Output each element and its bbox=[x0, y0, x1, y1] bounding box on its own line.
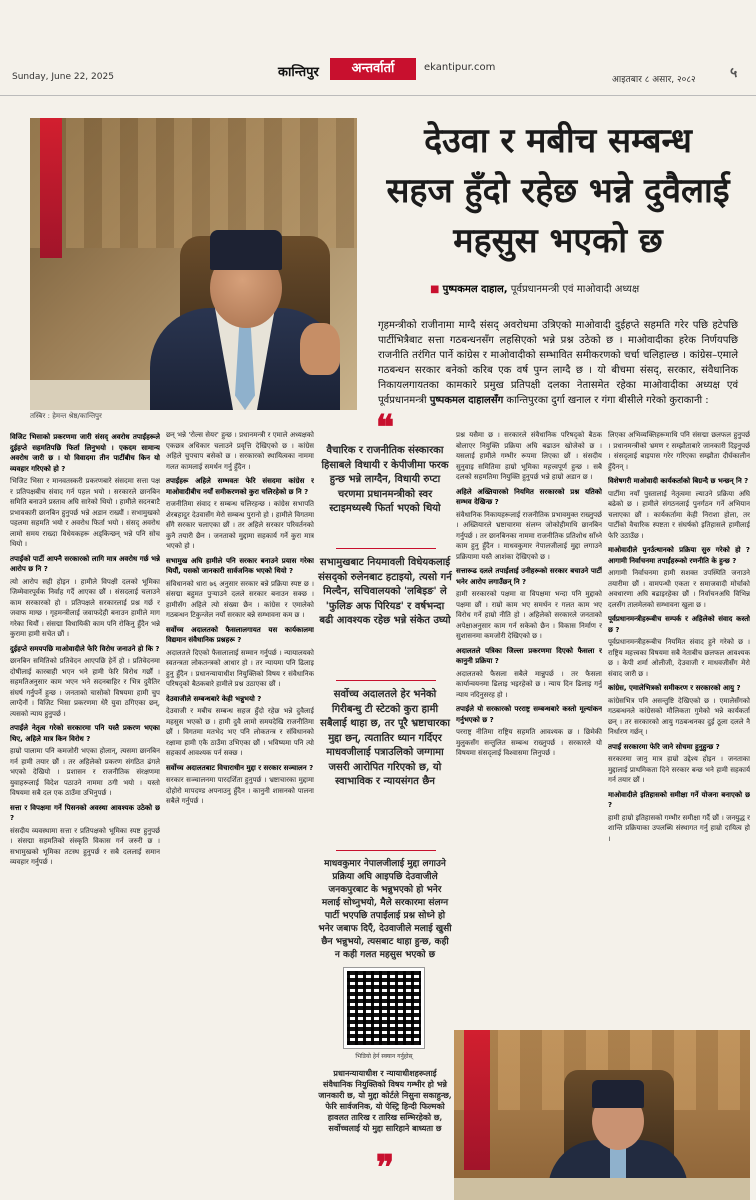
interview-question: कांग्रेस, एमालेभित्रको समीकरण र सरकारको आयु ? bbox=[608, 684, 741, 692]
interview-question: सभामुख अघि हामीले पनि सरकार बनाउने प्रयास गरेका थियौं, यसको जानकारी सार्वजनिक भएको थियो ? bbox=[166, 556, 314, 575]
pull-quote-4: माधवकुमार नेपालजीलाई मुद्दा लगाउने प्रक्रिया अघि आइपछि देउवाजीले जनकपुरबाट के भन्नुभएको हो भनेर मलाई सोध्नुभयो, मैले सरकारमा संलग्न पार्टी भएपछि तपाईंलाई प्रश्न सोध्ने हो भनेर जबाफ दिएँ, देउवाजीले मलाई खुसी छैन भन्नुभयो, त्यसबाट थाहा हुन्छ, कही न कही गलत महसुस भएको छ bbox=[318, 859, 452, 960]
interview-answer: सरकार सञ्चालनमा पारदर्शिता हुनुपर्छ । भ्रष्टाचारका मुद्दामा दोहोरो मापदण्ड अपनाउनु हुँदैन । कानुनी शासनको पालना सबैले गर्नुपर्छ । bbox=[166, 776, 314, 805]
interview-answer: प्रश्न यसैमा छ । सरकारले संवैधानिक परिषद्को बैठक बोलाएर नियुक्ति प्रक्रिया अघि बढाउन खोजेको छ । यसलाई हामीले गम्भीर रूपमा लिएका छौं । संसदीय सुनुवाइ समितिमा हाम्रो भूमिका महत्त्वपूर्ण हुन्छ । सबै दलको सहमतिमा नियुक्ति हुनुपर्छ भन्ने हाम्रो अडान छ । bbox=[456, 431, 602, 481]
pull-quote-5: प्रधानन्यायाधीश र न्यायाधीशहरूलाई संवैधानिक नियुक्तिको विषय गम्भीर हो भन्ने जानकारी छ, यो मुद्दा कोर्टले निसुना सकाहुन्छ, फेरि सार्वजनिक, यो पेस्ट्रि हिन्दी फिल्मको हावलत तारिख र तारिख सम्भिरहेको छ, सर्वोच्चलाई यो मुद्दा सारिहाने बाध्यता छ bbox=[318, 1068, 452, 1133]
byline-name: पुष्पकमल दाहाल, bbox=[442, 284, 508, 295]
interview-answer: कांग्रेसभित्र पनि असन्तुष्टि देखिएको छ । एमालेसँगको गठबन्धनले कांग्रेसको मौलिकता गुमेको भन्ने कार्यकर्ता छन् । तर सरकारको आयु गठबन्धनका दुई ठूला दलले नै निर्धारण गर्छन् । bbox=[608, 696, 750, 736]
page-header bbox=[0, 0, 756, 96]
page-number: ५ bbox=[730, 65, 738, 81]
quote-divider bbox=[336, 680, 436, 681]
interview-answer: आगामी निर्वाचनमा हामी सशक्त उपस्थिति जनाउने तयारीमा छौं । वामपन्थी एकता र समाजवादी मोर्चाको अवधारणा अघि बढाइरहेका छौं । निर्वाचनअघि विभिन्न दलसँग तालमेलको सम्भावना खुला छ । bbox=[608, 569, 750, 609]
interview-question: विशेषगरी माओवादी कार्यकर्ताको बिग्रन्दै छ भन्छन् नि ? bbox=[608, 477, 749, 485]
intro-text: गृहमन्त्रीको राजीनामा माग्दै संसद् अवरोधमा उत्रिएको माओवादी दुईहप्ते सहमति गरेर पछि हटेपछि पार्टीभित्रैबाट सत्ता गठबन्धनसँग लहसिएको भन्ने प्रश्न उठेको छ । माओवादीका हरेक निर्णयपछि राजनीति तरंगित पार्ने कांग्रेस र माओवादीको सम्भावित समीकरणको चर्चा चलिहाल्छ । कांग्रेस–एमाले गठबन्धन सरकार बनेको करिब एक वर्ष पुग्न लाग्दै छ । यो बीचमा संसद्, सरकार, संवैधानिक निकायलगायतका कामकारे प्रमुख प्रतिपक्षी दलका नेतासमेत रहेका माओवादीका अध्यक्ष एवं पूर्वप्रधानमन्त्री bbox=[378, 320, 738, 406]
pull-quote-2: सभामुखबाट नियमावली विधेयकलाई संसद्को रुलेनबाट हटाइयो, त्यसो गर्न मिल्दैन, सचिवालयको 'लबिइङ' ले 'फुलिङ अफ पिरियड' र वर्षभन्दा बढी आवश्यक रहेछ भन्ने संकेत उघ्यो bbox=[318, 557, 452, 626]
interview-question: तपाईंहरू अहिले सम्भवतः फेरि संसदमा कांग्रेस र माओवादीबीच नयाँ समीकरणको कुरा चलिरहेको छ नि ? bbox=[166, 477, 314, 496]
interview-answer: पूर्वप्रधानमन्त्रीहरूबीच नियमित संवाद हुने गरेको छ । राष्ट्रिय महत्त्वका विषयमा सबै नेताबीच छलफल आवश्यक छ । केपी शर्मा ओलीजी, देउवाजी र माधवजीसँग मेरो संवाद जारी छ । bbox=[608, 638, 750, 678]
interview-answer: देउवाजी र मबीच सम्बन्ध सहज हुँदो रहेछ भन्ने दुवैलाई महसुस भएको छ । हामी दुवै लामो समयदेखि राजनीतिमा छौं । विगतमा मतभेद भए पनि लोकतन्त्र र संविधानको रक्षामा हामी एकै ठाउँमा उभिएका छौं । भविष्यमा पनि त्यो सहकार्य आवश्यक पर्न सक्छ । bbox=[166, 707, 314, 757]
interview-answer: लिएका अभिव्यक्तिहरूमाथि पनि संसद्मा छलफल हुनुपर्छ । प्रधानमन्त्रीको भ्रमण र सम्झौताबारे जानकारी दिइनुपर्छ । संसद्लाई बाइपास गरेर गरिएका सम्झौता दीर्घकालीन हुँदैनन् । bbox=[608, 431, 750, 471]
interview-answer: हामी हाम्रो इतिहासको गम्भीर समीक्षा गर्दै छौं । जनयुद्ध र शान्ति प्रक्रियाका उपलब्धि संस्थागत गर्नु हाम्रो दायित्व हो । bbox=[608, 813, 750, 843]
interview-answer: त्यो आरोप सही होइन । हामीले विपक्षी दलको भूमिका जिम्मेवारपूर्वक निर्वाह गर्दै आएका छौं । संसदलाई चलाउने काम सरकारको हो । प्रतिपक्षले सरकारलाई प्रश्न गर्छ र जवाफ माग्छ । गृहमन्त्रीलाई जवाफदेही बनाउन हामीले माग गरेका थियौं । संसद्मा विधायिकी काम पनि रोकिनु हुँदैन भन्ने कुरामा हामी सचेत छौं । bbox=[10, 577, 160, 638]
video-qr-code[interactable] bbox=[344, 968, 424, 1048]
quote-divider bbox=[336, 850, 436, 851]
interview-answer: परराष्ट्र नीतिमा राष्ट्रिय सहमति आवश्यक छ । छिमेकी मुलुकसँग सन्तुलित सम्बन्ध राख्नुपर्छ । सरकारले यो विषयमा संसद्लाई विश्वासमा लिनुपर्छ । bbox=[456, 728, 602, 757]
header-site[interactable]: ekantipur.com bbox=[424, 62, 496, 73]
interview-question: अदालतले पत्रिका जिल्ला प्रकरणमा दिएको फैसला र कानुनी प्रक्रिया ? bbox=[456, 646, 602, 665]
interview-answer: संसदीय व्यवस्थामा सत्ता र प्रतिपक्षको भूमिका स्पष्ट हुनुपर्छ । संसद्मा सहमतिको संस्कृति विकास गर्न जरुरी छ । सभामुखको भूमिका तटस्थ हुनुपर्छ र सबै दललाई समान व्यवहार गर्नुपर्छ । bbox=[10, 826, 160, 866]
interview-answer: छन् भन्ने 'रोल्स सेयर' हुन्छ । प्रधानमन्त्री र एमाले अध्यक्षको एकछत्र अधिकार चलाउने प्रवृत्ति देखिएको छ । कांग्रेस अहिले चुपचाप बसेको छ । सरकारको स्थायित्वका नाममा गलत कामलाई समर्थन गर्नु हुँदैन । bbox=[166, 431, 314, 471]
interview-answer: संविधानको धारा ७६ अनुसार सरकार बन्ने प्रक्रिया स्पष्ट छ । संसद्मा बहुमत पुर्‍याउने दलले सरकार बनाउन सक्छ । हामीसँग अहिले त्यो संख्या छैन । कांग्रेस र एमालेको गठबन्धन टिकुन्जेल नयाँ सरकार बन्ने सम्भावना कम छ । bbox=[166, 579, 314, 619]
header-brand: कान्तिपुर bbox=[278, 65, 319, 80]
interview-answer: सरकारमा जानु मात्र हाम्रो उद्देश्य होइन । जनताका मुद्दालाई प्राथमिकता दिने सरकार बन्छ भने हामी सहकार्य गर्न तयार छौं । bbox=[608, 755, 750, 784]
interview-question: देउवाजीले सम्बन्धबारे केही भन्नुभयो ? bbox=[166, 694, 262, 703]
header-date-en: Sunday, June 22, 2025 bbox=[12, 72, 114, 82]
interview-question: तपाईंको पार्टी आफ्नै सरकारको लागि मात्र अवरोध गर्छ भन्ने आरोप छ नि ? bbox=[10, 554, 160, 573]
interview-question: सर्वोच्च अदालतको फैसलालगायत यस कार्यकालमा विद्यमान संवैधानिक प्रश्नहरू ? bbox=[166, 625, 314, 644]
interview-photo-secondary bbox=[454, 1030, 750, 1200]
headline-line-1: देउवा र मबीच सम्बन्ध bbox=[424, 121, 692, 161]
text-column-1 bbox=[10, 428, 160, 1198]
header-date-np: आइतबार ८ असार, २०८२ bbox=[612, 75, 696, 85]
section-label: अन्तर्वार्ता bbox=[330, 58, 416, 80]
pull-quote-3: सर्वोच्च अदालतले हेर भनेको गिरीबन्धु टी स्टेटको कुरा हामी सबैलाई थाहा छ, तर पूरै भ्रष्टाचारका मुद्दा छन्, त्यतातिर ध्यान गर्दिएर माधवजीलाई पत्राउलिको जग्गामा जसरी आरोपित गरिएको छ, यो स्वाभाविक र न्यायसंगत छैन bbox=[320, 689, 450, 787]
pull-quote-1: वैचारिक र राजनीतिक संस्कारका हिसाबले विधायी र केपीजीमा फरक हुन्छ भन्ने लाग्दैन, विधायी रुप्टा चरणमा प्रधानमन्त्रीको स्वर स्टाइमध्यस्थै फिर्ता भएको थियो bbox=[321, 445, 449, 514]
interview-answer: राजनीतिमा संवाद र सम्बन्ध चलिरहन्छ । कांग्रेस सभापति शेरबहादुर देउवासँग मेरो सम्बन्ध पुरानो हो । हामीले विगतमा सँगै सरकार चलाएका छौं । तर अहिले सरकार परिवर्तनको कुनै तयारी छैन । जनताको मुद्दामा सहकार्य गर्ने कुरा मात्र भएको हो । bbox=[166, 500, 314, 550]
quote-divider bbox=[336, 548, 436, 549]
interview-answer: पार्टीमा नयाँ पुस्तालाई नेतृत्वमा ल्याउने प्रक्रिया अघि बढेको छ । हामीले संगठनलाई पुनर्गठन गर्ने अभियान चलाएका छौं । कार्यकर्तामा केही निराशा होला, तर पार्टीको वैचारिक स्पष्टता र संघर्षको इतिहासले हामीलाई फेरि उठाउँछ । bbox=[608, 489, 750, 540]
interview-photo-main bbox=[30, 118, 357, 410]
quote-mark-close-icon: ❞ bbox=[375, 1148, 395, 1188]
interview-question: विजिट भिसाको प्रकरणमा जारी संसद् अवरोध तपाईंहरूले दुईहप्ते सहमतिपछि फिर्ता लिनुभयो । एकदम सामान्य अवरोध जारी छ । यो विवादमा तीन पार्टीबीच किन यो व्यवहार गरिएको हो ? bbox=[10, 433, 160, 473]
interview-question: अहिले अख्तियारको नियमित सरकारको प्रश्न यतिको सम्भव देखिन्छ ? bbox=[456, 487, 602, 506]
interview-question: माओवादीले इतिहासको समीक्षा गर्ने योजना बनाएको छ ? bbox=[608, 790, 750, 809]
interview-answer: छानबिन समितिको प्रतिवेदन आएपछि हेर्ने हो । प्रतिवेदनमा दोषीलाई कारबाही भएन भने हामी फेरि विरोध गर्छौं । सहमतिअनुसार काम भएन भने सदनबाहिर र भित्र दुवैतिर संघर्ष गर्नुपर्ने हुन्छ । जनताको चासोको विषयमा हामी चुप लाग्दैनौं । विजिट भिसा प्रकरणमा धेरै युवा ठगिएका छन्, त्यसको न्याय हुनुपर्छ । bbox=[10, 657, 160, 718]
interview-question: पूर्वप्रधानमन्त्रीहरूबीच सम्पर्क र अहिलेको संवाद कस्तो छ ? bbox=[608, 615, 750, 634]
interview-question: सत्तारूढ दलले तपाईंलाई उनीहरूको सरकार बचाउने पार्टी भनेर आरोप लगाउँछन् नि ? bbox=[456, 567, 602, 586]
byline bbox=[430, 281, 740, 295]
headline-line-3: महसुस भएको छ bbox=[453, 221, 663, 261]
interview-answer: हाम्रो पालामा पनि कमजोरी भएका होलान्, त्यसमा छानबिन गर्न हामी तयार छौं । तर अहिलेको प्रकरण संगठित ढंगले भएको देखियो । प्रशासन र राजनीतिक संरक्षणमा युवाहरूलाई विदेश पठाउने नाममा ठगी भयो । यस्तो विषयमा सबै दल एक ठाउँमा उभिनुपर्छ । bbox=[10, 747, 160, 797]
interview-answer: भिजिट भिसा र मानवतस्करी प्रकरणबारे संसदमा सत्ता पक्ष र प्रतिपक्षबीच संवाद गर्न पहल भयो । सरकारले छानबिन समिति बनाउने प्रस्ताव अघि सारेको थियो । हामीले सदनबाटै प्रभावकारी छानबिन हुनुपर्छ भन्ने अडान राख्यौं । सभामुखको पहलमा सहमति भयो र अवरोध फिर्ता भयो । संसद् अवरोध लामो समय राख्दा विधेयकहरू अड्किन्छन् भन्ने पनि सोच थियो । bbox=[10, 477, 160, 548]
interview-question: दुईहप्ते समयपछि माओवादीले फेरि विरोध जनाउने हो कि ? bbox=[10, 644, 160, 653]
text-column-2 bbox=[166, 428, 314, 1198]
qr-caption: भिडियो हेर्न स्क्यान गर्नुहोस् bbox=[355, 1053, 413, 1060]
interview-question: सत्ता र विपक्षमा गर्ने पिसनको अवस्था आवश्यक उठेको छ ? bbox=[10, 803, 160, 822]
byline-bullet-icon: ■ bbox=[430, 284, 443, 295]
text-column-5 bbox=[608, 428, 750, 1026]
text-column-4 bbox=[456, 428, 602, 1026]
interview-question: तपाईं सरकारमा फेरि जाने सोचमा हुनुहुन्छ ? bbox=[608, 742, 720, 751]
interview-answer: अदालतले दिएको फैसलालाई सम्मान गर्नुपर्छ । न्यायालयको स्वतन्त्रता लोकतन्त्रको आधार हो । तर न्यायमा पनि ढिलाइ हुनु हुँदैन । प्रधानन्यायाधीश नियुक्तिको विषय र संवैधानिक परिषद्को बैठकबारे हामीले प्रश्न उठाएका छौं । bbox=[166, 648, 314, 688]
interview-question: तपाईंले नेतृत्व गरेको सरकारमा पनि यस्तै प्रकरण भएका थिए, अहिले मात्र किन विरोध ? bbox=[10, 724, 160, 743]
interview-question: सर्वोच्च अदालतबाट विचाराधीन मुद्दा र सरकार सञ्चालन ? bbox=[166, 763, 314, 772]
byline-role: पूर्वप्रधानमन्त्री एवं माओवादी अध्यक्ष bbox=[507, 284, 640, 295]
interview-question: तपाईंले यो सरकारको परराष्ट्र सम्बन्धबारे कस्तो मूल्यांकन गर्नुभएको छ ? bbox=[456, 705, 602, 724]
intro-tail: कान्तिपुरका दुर्गा खनाल र गंगा बीसीले गरेको कुराकानी : bbox=[503, 395, 709, 406]
article-headline bbox=[378, 116, 738, 266]
photo-caption: तस्बिर : हेमन्त श्रेष्ठ/कान्तिपुर bbox=[30, 412, 102, 420]
article-intro bbox=[378, 318, 738, 408]
intro-name: पुष्पकमल दाहालसँग bbox=[429, 395, 504, 406]
interview-question: माओवादीले पुनर्उत्थानको प्रक्रिया सुरु गरेको हो ? आगामी निर्वाचनमा तपाईंहरूको रणनीति के हुन्छ ? bbox=[608, 546, 750, 565]
quote-mark-icon: ❝ bbox=[375, 408, 395, 448]
interview-answer: अदालतको फैसला सबैले मान्नुपर्छ । तर फैसला कार्यान्वयनमा ढिलाइ भइरहेको छ । न्याय दिन ढिलाइ गर्नु न्याय नदिनुसरह हो । bbox=[456, 669, 602, 699]
interview-answer: हामी सरकारको पक्षमा वा विपक्षमा भन्दा पनि मुद्दाको पक्षमा छौं । राम्रो काम भए समर्थन र गलत काम भए विरोध गर्ने हाम्रो नीति हो । अहिलेको सरकारले जनताको अपेक्षाअनुसार काम गर्न सकेको छैन । विकास निर्माण र सुशासनमा कमजोरी देखिएको छ । bbox=[456, 590, 602, 640]
interview-answer: संवैधानिक निकायहरूलाई राजनीतिक प्रभावमुक्त राख्नुपर्छ । अख्तियारले भ्रष्टाचारमा संलग्न जोकोहीमाथि छानबिन गर्नुपर्छ । तर छानबिनका नाममा राजनीतिक प्रतिशोध साँध्ने काम हुनु हुँदैन । माधवकुमार नेपालजीलाई मुद्दा लगाउने प्रक्रियामा यस्तै आशंका देखिएको छ । bbox=[456, 510, 602, 561]
headline-line-2: सहज हुँदो रहेछ भन्ने दुवैलाई bbox=[386, 171, 730, 211]
